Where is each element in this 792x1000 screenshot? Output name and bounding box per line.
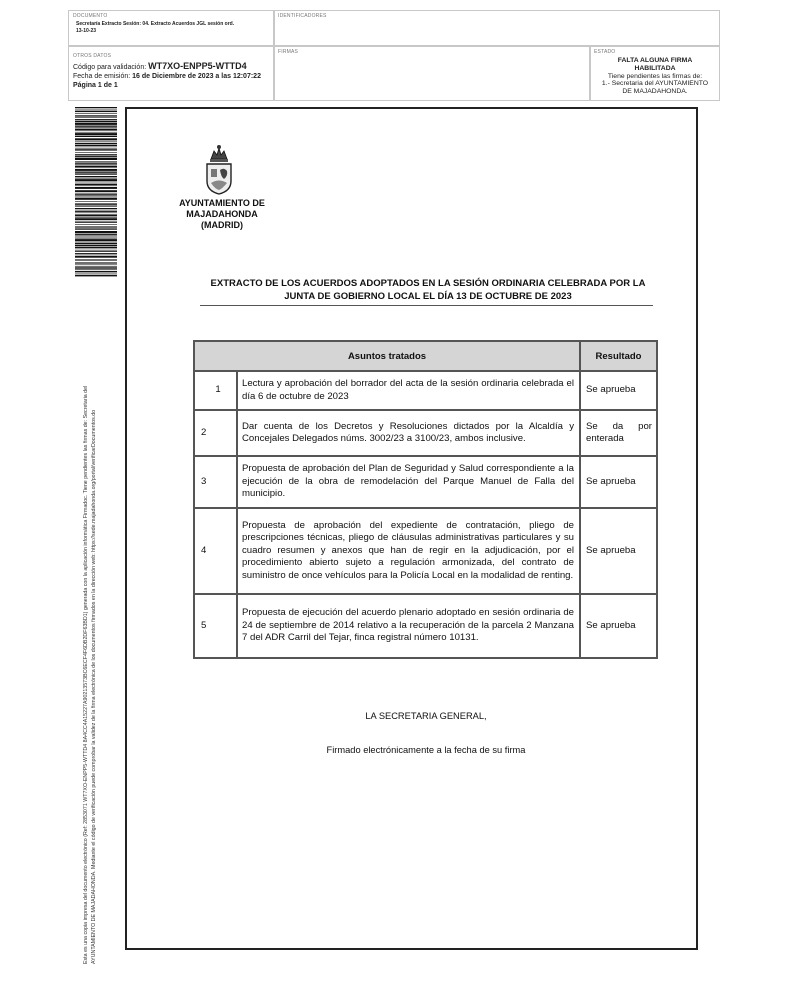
signatures-label: FIRMAS xyxy=(278,49,299,55)
table-row xyxy=(194,508,657,594)
other-data-label: OTROS DATOS xyxy=(73,53,112,59)
side-note-line2: AYUNTAMIENTO DE MAJADAHONDA. Mediante el código de verificación puede comprobar la validez de la firma electrónica de los documentos firmados en la dirección web: https://sede.majadahonda.org/portal/verificarDocumentos.do xyxy=(91,409,97,964)
status-line4: 1.- Secretaria del AYUNTAMIENTO xyxy=(601,80,709,88)
row-result: Se aprueba xyxy=(580,508,657,594)
barcode-graphic xyxy=(75,107,117,277)
row-description: Propuesta de aprobación del expediente de contratación, pliego de prescripciones técnicas, pliego de cláusulas administrativas particulares y su cuadro resumen y anexos que han de regir en la adjudicación, por el procedimiento abierto sujeto a regulación armonizada, del contrato de suministro de once vehículos para la Policía Local en la modalidad de renting. xyxy=(237,508,580,594)
secretary-role: LA SECRETARIA GENERAL, xyxy=(365,711,487,721)
side-note-line1: Esta es una copia impresa del documento electrónico (Ref: 2853071 WT7XO-ENPP5-WTTD4 8A4CC4A15227A90213573BC6ECF4F6DB2DF63BD1) generada con la aplicación informática Firmadoc. Tiene pendientes las firmas de: Secretaria del xyxy=(83,385,89,964)
document-label: DOCUMENTO xyxy=(73,13,108,19)
org-line2: MAJADAHONDA xyxy=(186,209,258,219)
org-line3: (MADRID) xyxy=(201,220,243,230)
coat-of-arms-icon xyxy=(202,143,236,195)
status-line1: FALTA ALGUNA FIRMA xyxy=(617,57,693,64)
status-line5: DE MAJADAHONDA. xyxy=(622,88,688,96)
validation-code: WT7XO-ENPP5-WTTD4 xyxy=(148,61,247,71)
title-line2: JUNTA DE GOBIERNO LOCAL EL DÍA 13 DE OCTUBRE DE 2023 xyxy=(284,291,572,302)
status-label: ESTADO xyxy=(594,49,616,55)
validation-line xyxy=(73,62,247,72)
emission-date: 16 de Diciembre de 2023 a las 12:07:22 xyxy=(132,73,261,80)
document-title xyxy=(200,277,656,303)
org-name xyxy=(168,198,276,231)
row-number: 1 xyxy=(194,371,237,410)
row-number: 3 xyxy=(194,456,237,508)
row-description: Propuesta de ejecución del acuerdo plenario adoptado en sesión ordinaria de 24 de septiembre de 2014 relativo a la recuperación de la parcela 2 Manzana 7 del ADR Carril del Tejar, finca registral número 10131. xyxy=(237,594,580,658)
title-underline xyxy=(200,305,653,306)
page-info: Página 1 de 1 xyxy=(73,82,118,89)
row-description: Dar cuenta de los Decretos y Resoluciones dictados por la Alcaldía y Concejales Delegados núms. 3002/23 a 3100/23, ambos inclusive. xyxy=(237,410,580,456)
row-number: 2 xyxy=(194,410,237,456)
row-result: Se aprueba xyxy=(580,594,657,658)
agenda-table xyxy=(193,340,658,659)
row-result: Se aprueba xyxy=(580,456,657,508)
row-description: Propuesta de aprobación del Plan de Seguridad y Salud correspondiente a la ejecución de la obra de remodelación del Parque Manuel de Falla del municipio. xyxy=(237,456,580,508)
validation-prefix: Código para validación: xyxy=(73,64,147,71)
emission-prefix: Fecha de emisión: xyxy=(73,73,131,80)
identifiers-label: IDENTIFICADORES xyxy=(278,13,327,19)
row-number: 4 xyxy=(194,508,237,594)
row-result: Se da por enterada xyxy=(580,410,657,456)
table-row xyxy=(194,410,657,456)
header-result: Resultado xyxy=(580,341,657,371)
table-row xyxy=(194,594,657,658)
row-number: 5 xyxy=(194,594,237,658)
table-row xyxy=(194,456,657,508)
signature-note: Firmado electrónicamente a la fecha de su firma xyxy=(326,745,526,755)
table-header-row xyxy=(194,341,657,371)
status-line2: HABILITADA xyxy=(634,64,676,72)
emission-line xyxy=(73,73,261,81)
org-line1: AYUNTAMIENTO DE xyxy=(179,198,265,208)
header-subject: Asuntos tratados xyxy=(194,341,580,371)
row-description: Lectura y aprobación del borrador del acta de la sesión ordinaria celebrada el día 6 de octubre de 2023 xyxy=(237,371,580,410)
document-text: Secretaría Extracto Sesión: 04. Extracto Acuerdos JGL sesión ord. 13-10-23 xyxy=(76,21,235,34)
header-identifiers-box xyxy=(274,10,720,46)
status-block xyxy=(590,57,720,96)
header-signatures-box xyxy=(274,46,590,101)
status-line3: Tiene pendientes las firmas de: xyxy=(607,72,703,80)
title-line1: EXTRACTO DE LOS ACUERDOS ADOPTADOS EN LA SESIÓN ORDINARIA CELEBRADA POR LA xyxy=(210,278,646,289)
row-result: Se aprueba xyxy=(580,371,657,410)
table-row xyxy=(194,371,657,410)
